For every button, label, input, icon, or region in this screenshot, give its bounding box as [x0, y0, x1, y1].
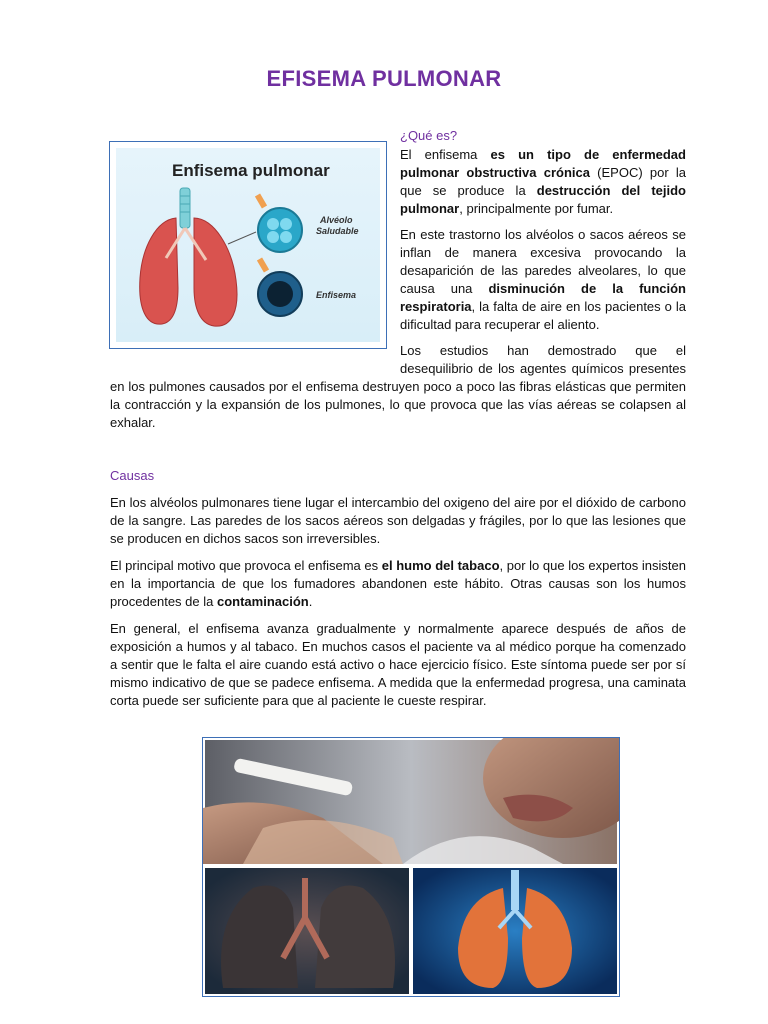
paragraph-causas-3: En general, el enfisema avanza gradualmente y normalmente aparece después de años de exposición a humos y al tabaco. En muchos casos el paciente va al médico porque ha comenzado a sentir que le falta el aire cuando está activo o hace ejercicio físico. Este síntoma puede ser por sí mismo indicativo de que se padece enfisema. A medida que la enfermedad progresa, una caminata corta puede ser suficiente para que al paciente le cueste respirar. [110, 621, 686, 708]
healthy-alveolus-label-line1: Alvéolo [320, 215, 353, 225]
paragraph-disorder: En este trastorno los alvéolos o sacos aéreos se inflan de manera excesiva provocando la desaparición de las paredes alveolares, lo que causa una disminución de la función respiratoria, la falta de aire en los pacientes o la dificultad para recuperar el aliento. [400, 227, 686, 332]
paragraph-causas-1: En los alvéolos pulmonares tiene lugar el intercambio del oxigeno del aire por el dióxido de carbono de la sangre. Las paredes de los sacos aéreos son delgadas y frágiles, por lo que las lesiones que se producen en dichos sacos son irreversibles. [110, 495, 686, 546]
damaged-lung-photo [205, 868, 409, 994]
healthy-alveolus-label-line2: Saludable [316, 226, 359, 236]
lung-diagram-figure [109, 141, 387, 349]
xray-lungs-image [413, 868, 617, 994]
section-heading-que-es: ¿Qué es? [400, 128, 458, 143]
page-title: EFISEMA PULMONAR [266, 66, 502, 91]
smoking-lungs-photo-collage [202, 737, 620, 997]
lungs-illustration [116, 148, 380, 342]
smoker-photo [203, 738, 619, 864]
paragraph-definition: El enfisema es un tipo de enfermedad pulmonar obstructiva crónica (EPOC) por la que se produce la destrucción del tejido pulmonar, principalmente por fumar. [400, 147, 687, 216]
paragraph-studies-end: en los pulmones causados por el enfisema destruyen poco a poco las fibras elásticas que permiten la contracción y la expansión de los pulmones, lo que provoca que las vías aéreas se colapsen al exhalar. [110, 379, 686, 430]
paragraph-causas-2: El principal motivo que provoca el enfisema es el humo del tabaco, por lo que los expertos insisten en la importancia de que los fumadores abandonen este hábito. Otras causas son los humos procedentes de la contaminación. [110, 558, 686, 609]
section-heading-causas: Causas [110, 468, 155, 483]
paragraph-studies-start: Los estudios han demostrado que el desequilibrio de los agentes químicos presentes [400, 343, 686, 376]
emphysema-label: Enfisema [316, 290, 357, 300]
diagram-title: Enfisema pulmonar [172, 161, 330, 180]
